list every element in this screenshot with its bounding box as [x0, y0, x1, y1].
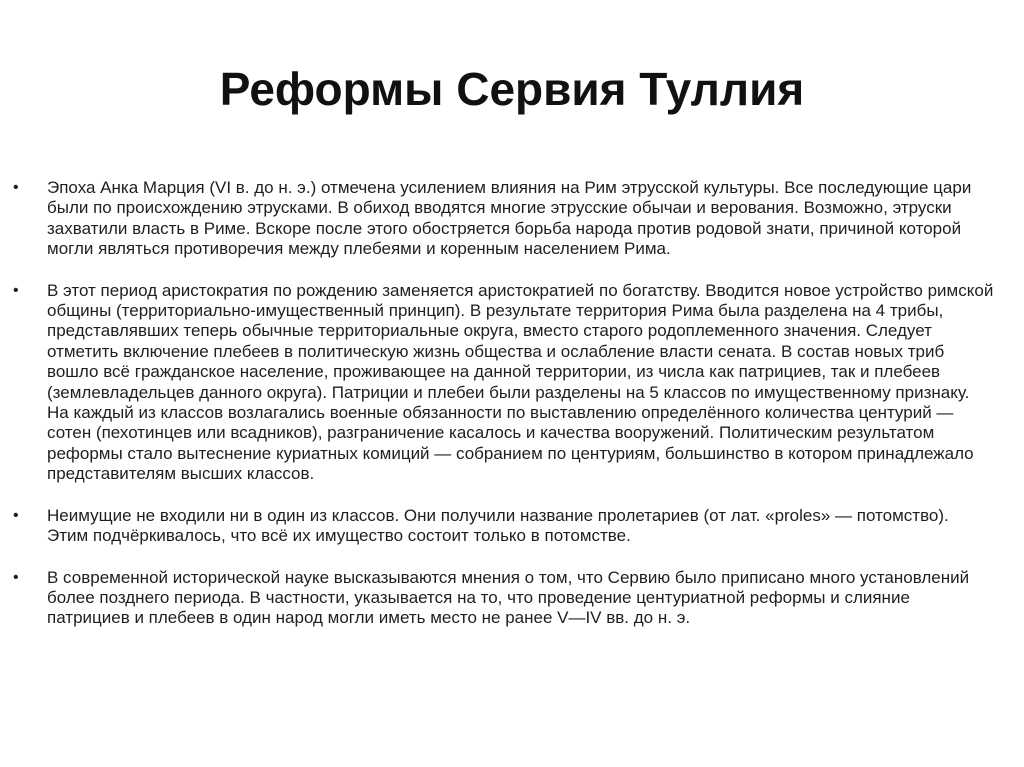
bullet-item	[0, 506, 1024, 547]
slide-title: Реформы Сервия Туллия	[219, 63, 805, 115]
bullet-text: В современной исторической науке высказываются мнения о том, что Сервию было приписано много установлений более позднего периода. В частности, указывается на то, что проведение центуриатной реформы и слияние патрициев и плебеев в один народ могли иметь место не ранее V—IV вв. до н. э.	[47, 567, 970, 628]
bullet-dot-icon: •	[13, 506, 19, 524]
bullet-dot-icon: •	[13, 179, 19, 196]
bullet-text: Неимущие не входили ни в один из классов. Они получили название пролетариев (от лат. «proles» — потомство). Этим подчёркивалось, что всё их имущество состоит только в потомстве.	[47, 505, 949, 546]
bullet-item	[0, 281, 1024, 485]
bullet-dot-icon: •	[13, 568, 19, 586]
bullet-text: Эпоха Анка Марция (VI в. до н. э.) отмечена усилением влияния на Рим этрусской культуры. Все последующие цари были по происхождению этрусками. В обиход вводятся многие этрусские обычаи и верования. Возможно, этруски захватили власть в Риме. Вскоре после этого обостряется борьба народа против родовой знати, причиной которой могли являться противоречия между плебеями и коренным населением Рима.	[47, 178, 972, 259]
bullet-item	[0, 568, 1024, 629]
bullet-list	[0, 178, 1024, 629]
bullet-item	[0, 178, 1024, 260]
bullet-text: В этот период аристократия по рождению заменяется аристократией по богатству. Вводится новое устройство римской общины (территориально-имущественный принцип). В результате территория Рима была разделена на 4 трибы, представлявших теперь обычные территориальные округа, вместо старого родоплеменного значения. Следует отметить включение плебеев в политическую жизнь общества и ослабление власти сената. В состав новых триб вошло всё гражданское население, проживающее на данной территории, из числа как патрициев, так и плебеев (землевладельцев данного округа). Патриции и плебеи были разделены на 5 классов по имущественному признаку. На каждый из классов возлагались военные обязанности по выставлению определённого количества центурий — сотен (пехотинцев или всадников), разграничение касалось и качества вооружений. Политическим результатом реформы стало вытеснение куриатных комиций — собранием по центуриям, большинство в котором принадлежало представителям высших классов.	[47, 280, 994, 484]
bullet-dot-icon: •	[13, 281, 19, 299]
